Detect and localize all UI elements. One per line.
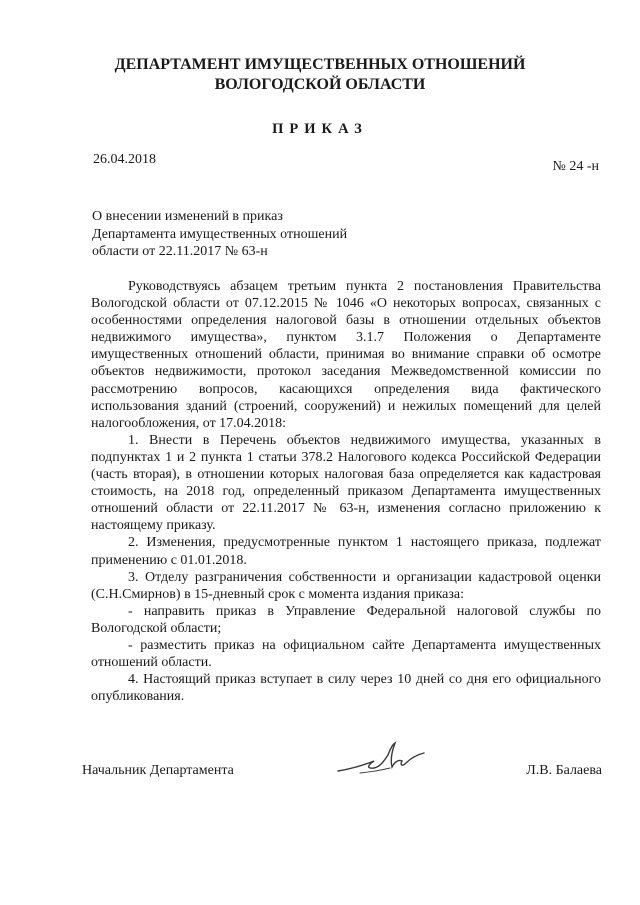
preamble-paragraph: Руководствуясь абзацем третьим пункта 2 постановления Правительства Вологодской области от 07.12.2015 № 1046 «О некоторых вопросах, связанных с особенностями определения налоговой базы в отношении отдельных объектов недвижимого имущества», пунктом 3.1.7 Положения о Департаменте имущественных отношений области, принимая во внимание справки об осмотре объектов недвижимости, протокол заседания Межведомственной комиссии по рассмотрению вопросов, касающихся определения вида фактического использования зданий (строений, сооружений) и нежилых помещений для целей налогообложения, от 17.04.2018:	[91, 279, 601, 431]
document-subject	[92, 208, 347, 261]
document-body	[91, 278, 601, 705]
item-3-subitem-a: - направить приказ в Управление Федеральной налоговой службы по Вологодской области;	[91, 603, 601, 636]
subject-line: О внесении изменений в приказ	[92, 209, 283, 224]
document-date: 26.04.2018	[93, 152, 156, 167]
item-2-paragraph: 2. Изменения, предусмотренные пунктом 1 настоящего приказа, подлежат применению с 01.01.2018.	[91, 535, 601, 568]
item-4-paragraph: 4. Настоящий приказ вступает в силу через 10 дней со дня его официального опубликования.	[91, 672, 601, 705]
subject-line: области от 22.11.2017 № 63-н	[92, 244, 268, 259]
item-1-paragraph: 1. Внести в Перечень объектов недвижимого имущества, указанных в подпунктах 1 и 2 пункта 1 статьи 378.2 Налогового кодекса Российской Федерации (часть вторая), в отношении которых налоговая база определяется как кадастровая стоимость, на 2018 год, определенный приказом Департамента имущественных отношений области от 22.11.2017 № 63-н, изменения согласно приложению к настоящему приказу.	[91, 432, 601, 534]
item-3-subitem-b: - разместить приказ на официальном сайте Департамента имущественных отношений области.	[91, 637, 601, 671]
department-name-line1: ДЕПАРТАМЕНТ ИМУЩЕСТВЕННЫХ ОТНОШЕНИЙ	[114, 56, 526, 73]
signer-name: Л.В. Балаева	[526, 763, 602, 778]
document-title: ПРИКАЗ	[272, 121, 368, 137]
subject-line: Департамента имущественных отношений	[92, 226, 348, 242]
department-name-line2: ВОЛОГОДСКОЙ ОБЛАСТИ	[214, 76, 426, 93]
item-3-paragraph: 3. Отделу разграничения собственности и организации кадастровой оценки (С.Н.Смирнов) в 15-дневный срок с момента издания приказа:	[91, 569, 601, 602]
signer-position: Начальник Департамента	[82, 763, 234, 778]
document-number: № 24 -н	[552, 159, 599, 174]
handwritten-signature	[330, 735, 430, 785]
